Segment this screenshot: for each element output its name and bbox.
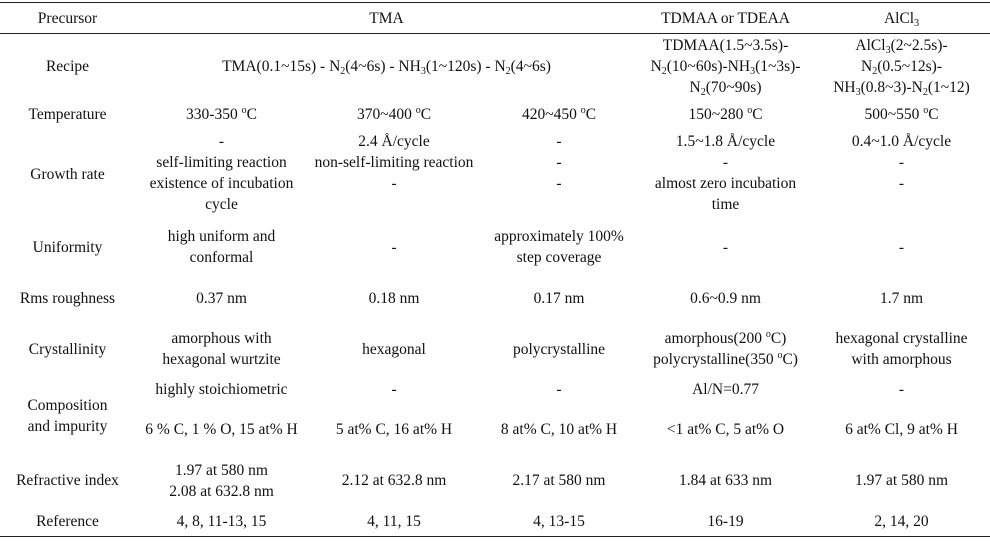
rms-row: [0, 276, 990, 322]
temperature-c1: 330-350 $^o$C: [186, 105, 257, 123]
reference-c1: 4, 8, 11-13, 15: [135, 507, 308, 537]
temperature-c3: 420~450 $^o$C: [521, 105, 597, 123]
composition-label: Composition and impurity: [27, 396, 108, 435]
composition-c1: highly stoichiometric 6 % C, 1 % O, 15 at% H: [145, 380, 298, 438]
growth-rate-c1: - self-limiting reaction existence of incubation cycle: [149, 132, 294, 213]
recipe-tma: TMA(0.1~15s) - $N_2(4\sim 6s)$ - $NH_3(1\sim 120s)$ - $N_2(4\sim 6s)$: [222, 57, 551, 77]
refractive-row: [0, 455, 990, 507]
composition-c2: - 5 at% C, 16 at% H: [335, 380, 453, 438]
growth-rate-c4: 1.5~1.8 Å/cycle - almost zero incubation time: [654, 132, 797, 213]
crystallinity-row: [0, 322, 990, 377]
reference-c4: 16-19: [638, 507, 813, 537]
composition-c4: Al/N=0.77 <1 at% C, 5 at% O: [666, 380, 785, 438]
composition-row: [0, 377, 990, 455]
crystallinity-c5: hexagonal crystalline with amorphous: [835, 330, 968, 368]
uniformity-row: [0, 219, 990, 276]
uniformity-c2: -: [391, 238, 397, 256]
temperature-row: [0, 99, 990, 131]
growth-rate-c5: 0.4~1.0 Å/cycle - -: [851, 132, 952, 192]
crystallinity-c2: hexagonal: [362, 340, 426, 358]
refractive-c5: 1.97 at 580 nm: [855, 472, 949, 489]
rms-label: Rms roughness: [19, 290, 116, 307]
growth-rate-c2: 2.4 Å/cycle non-self-limiting reaction -: [314, 132, 474, 192]
temperature-label: Temperature: [28, 106, 107, 123]
temperature-c4: 150~280 $^o$C: [688, 105, 763, 123]
growth-rate-label: Growth rate: [30, 166, 105, 183]
recipe-alcl3: AlCl$_3$(2~2.5s)- $N_2(0.5\sim 12s)-$ $NH_3(0.8\sim 3)-N_2(1\sim 12)$: [833, 36, 970, 98]
refractive-c3: 2.17 at 580 nm: [512, 472, 606, 489]
rms-c2: 0.18 nm: [368, 290, 420, 307]
refractive-c1: 1.97 at 580 nm 2.08 at 632.8 nm: [169, 461, 274, 500]
reference-c2: 4, 11, 15: [308, 507, 480, 537]
refractive-c4: 1.84 at 633 nm: [679, 472, 773, 489]
reference-c5: 2, 14, 20: [813, 507, 990, 537]
crystallinity-c1: amorphous with hexagonal wurtzite: [162, 330, 281, 368]
refractive-label: Refractive index: [16, 472, 119, 489]
uniformity-c5: -: [898, 238, 905, 256]
reference-c3: 4, 13-15: [480, 507, 638, 537]
recipe-label: Recipe: [45, 57, 90, 75]
rms-c4: 0.6~0.9 nm: [690, 290, 761, 307]
rms-c3: 0.17 nm: [533, 290, 585, 307]
crystallinity-c3: polycrystalline: [512, 340, 606, 358]
header-row: [0, 3, 990, 34]
rms-c5: 1.7 nm: [879, 290, 924, 307]
growth-rate-row: [0, 131, 990, 219]
uniformity-c3: approximately 100% step coverage: [494, 228, 624, 266]
header-precursor: Precursor: [0, 3, 135, 34]
crystallinity-c4: amorphous(200 $^o$C) polycrystalline(350 $^o$C): [653, 329, 798, 368]
temperature-c5: 500~550 $^o$C: [864, 105, 939, 123]
rms-c1: 0.37 nm: [196, 290, 247, 307]
header-alcl3: AlCl$_3$: [813, 3, 990, 34]
header-tdmaa: TDMAA or TDEAA: [638, 3, 813, 34]
temperature-c2: 370~400 $^o$C: [356, 105, 432, 123]
uniformity-c4: -: [722, 238, 729, 256]
uniformity-label: Uniformity: [32, 238, 103, 256]
crystallinity-label: Crystallinity: [28, 340, 107, 358]
growth-rate-c3: - - -: [556, 132, 562, 192]
reference-row: [0, 507, 990, 537]
header-tma: TMA: [135, 3, 638, 34]
composition-c3: - 8 at% C, 10 at% H: [500, 380, 618, 438]
composition-c5: - 6 at% Cl, 9 at% H: [845, 380, 958, 438]
recipe-row: [0, 34, 990, 99]
precursor-comparison-table: [0, 2, 990, 537]
uniformity-c1: high uniform and conformal: [167, 228, 276, 266]
reference-label: Reference: [0, 507, 135, 537]
recipe-tdmaa: TDMAA(1.5~3.5s)- $N_2(10\sim 60s)-NH_3(1\sim 3s)-$ $N_2(70\sim 90s)$: [650, 36, 801, 98]
refractive-c2: 2.12 at 632.8 nm: [341, 472, 447, 489]
